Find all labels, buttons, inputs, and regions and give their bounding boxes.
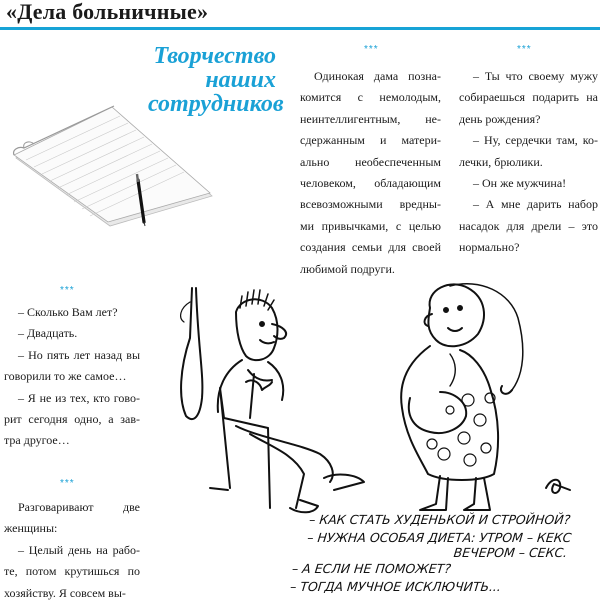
- text-line: всевозможными вредны-: [300, 197, 441, 212]
- paragraph: [459, 173, 598, 194]
- text-line: – А мне дарить набор: [473, 197, 598, 212]
- paragraph: [4, 388, 140, 452]
- paragraph: [4, 497, 140, 540]
- text-line: человеком, обладающим: [300, 176, 441, 191]
- text-line: неинтеллигентным, не-: [300, 111, 441, 126]
- text-line: Разговаривают две: [18, 500, 140, 514]
- article-column-1-women: [4, 497, 140, 604]
- paragraph: [4, 345, 140, 388]
- text-line: тра другое…: [4, 433, 70, 448]
- caption-line: ВЕЧЕРОМ – СЕКС.: [452, 545, 569, 560]
- caption-line: – НУЖНА ОСОБАЯ ДИЕТА: УТРОМ – КЕКС: [306, 530, 573, 545]
- text-line: создания семьи для своей: [300, 240, 441, 255]
- text-line: Одинокая дама позна-: [314, 69, 441, 83]
- text-line: день рождения?: [459, 111, 541, 126]
- text-line: рит сегодня одно, а зав-: [4, 412, 140, 427]
- text-line: – Сколько Вам лет?: [18, 305, 118, 319]
- paragraph: [459, 66, 598, 130]
- caption-line: – А ЕСЛИ НЕ ПОМОЖЕТ?: [291, 561, 452, 576]
- article-column-1-dialog: [4, 302, 140, 452]
- paragraph: [459, 194, 598, 258]
- text-line: ально необеспеченным: [300, 154, 441, 169]
- section-title-line: наших: [205, 67, 276, 93]
- text-line: ми привычками, с целью: [300, 218, 441, 233]
- text-line: – Целый день на рабо-: [18, 542, 140, 557]
- paragraph: [4, 540, 140, 604]
- caption-line: – ТОГДА МУЧНОЕ ИСКЛЮЧИТЬ...: [289, 579, 502, 594]
- separator-stars: ***: [517, 44, 532, 55]
- separator-stars: ***: [60, 478, 75, 489]
- caption-line: – КАК СТАТЬ ХУДЕНЬКОЙ И СТРОЙНОЙ?: [308, 512, 572, 527]
- text-line: нормально?: [459, 240, 520, 255]
- text-line: те, потом крутишься по: [4, 564, 140, 579]
- paragraph: [459, 130, 598, 173]
- text-line: собираешься подарить на: [459, 90, 598, 105]
- paragraph: [4, 302, 140, 323]
- header-rule: [0, 27, 600, 30]
- article-column-3: [459, 66, 598, 259]
- page-header-title: «Дела больничные»: [6, 0, 209, 24]
- text-line: говорили то же самое…: [4, 369, 127, 384]
- notepad-pen-illustration: [10, 104, 216, 228]
- text-line: – Ты что своему мужу: [473, 69, 598, 83]
- text-line: лечки, брюлики.: [459, 154, 543, 169]
- text-line: сдержанным и матери-: [300, 133, 441, 148]
- cartoon-illustration: [150, 278, 600, 516]
- text-line: насадок для дрели – это: [459, 218, 598, 233]
- section-title-line: сотрудников: [148, 91, 284, 117]
- text-line: любимой подруги.: [300, 261, 395, 276]
- text-line: комится с немолодым,: [300, 90, 441, 105]
- separator-stars: ***: [60, 285, 75, 296]
- text-line: – Двадцать.: [18, 326, 78, 341]
- text-line: – Я не из тех, кто гово-: [18, 390, 140, 405]
- text-line: женщины:: [4, 521, 58, 536]
- paragraph: [4, 323, 140, 344]
- paragraph: [300, 66, 441, 280]
- text-line: – Ну, сердечки там, ко-: [473, 133, 598, 148]
- section-title-line: Творчество: [153, 43, 276, 69]
- separator-stars: ***: [364, 44, 379, 55]
- article-column-2: [300, 66, 441, 280]
- text-line: хозяйству. Я совсем вы-: [4, 585, 126, 600]
- text-line: – Но пять лет назад вы: [18, 347, 140, 362]
- text-line: – Он же мужчина!: [473, 176, 567, 191]
